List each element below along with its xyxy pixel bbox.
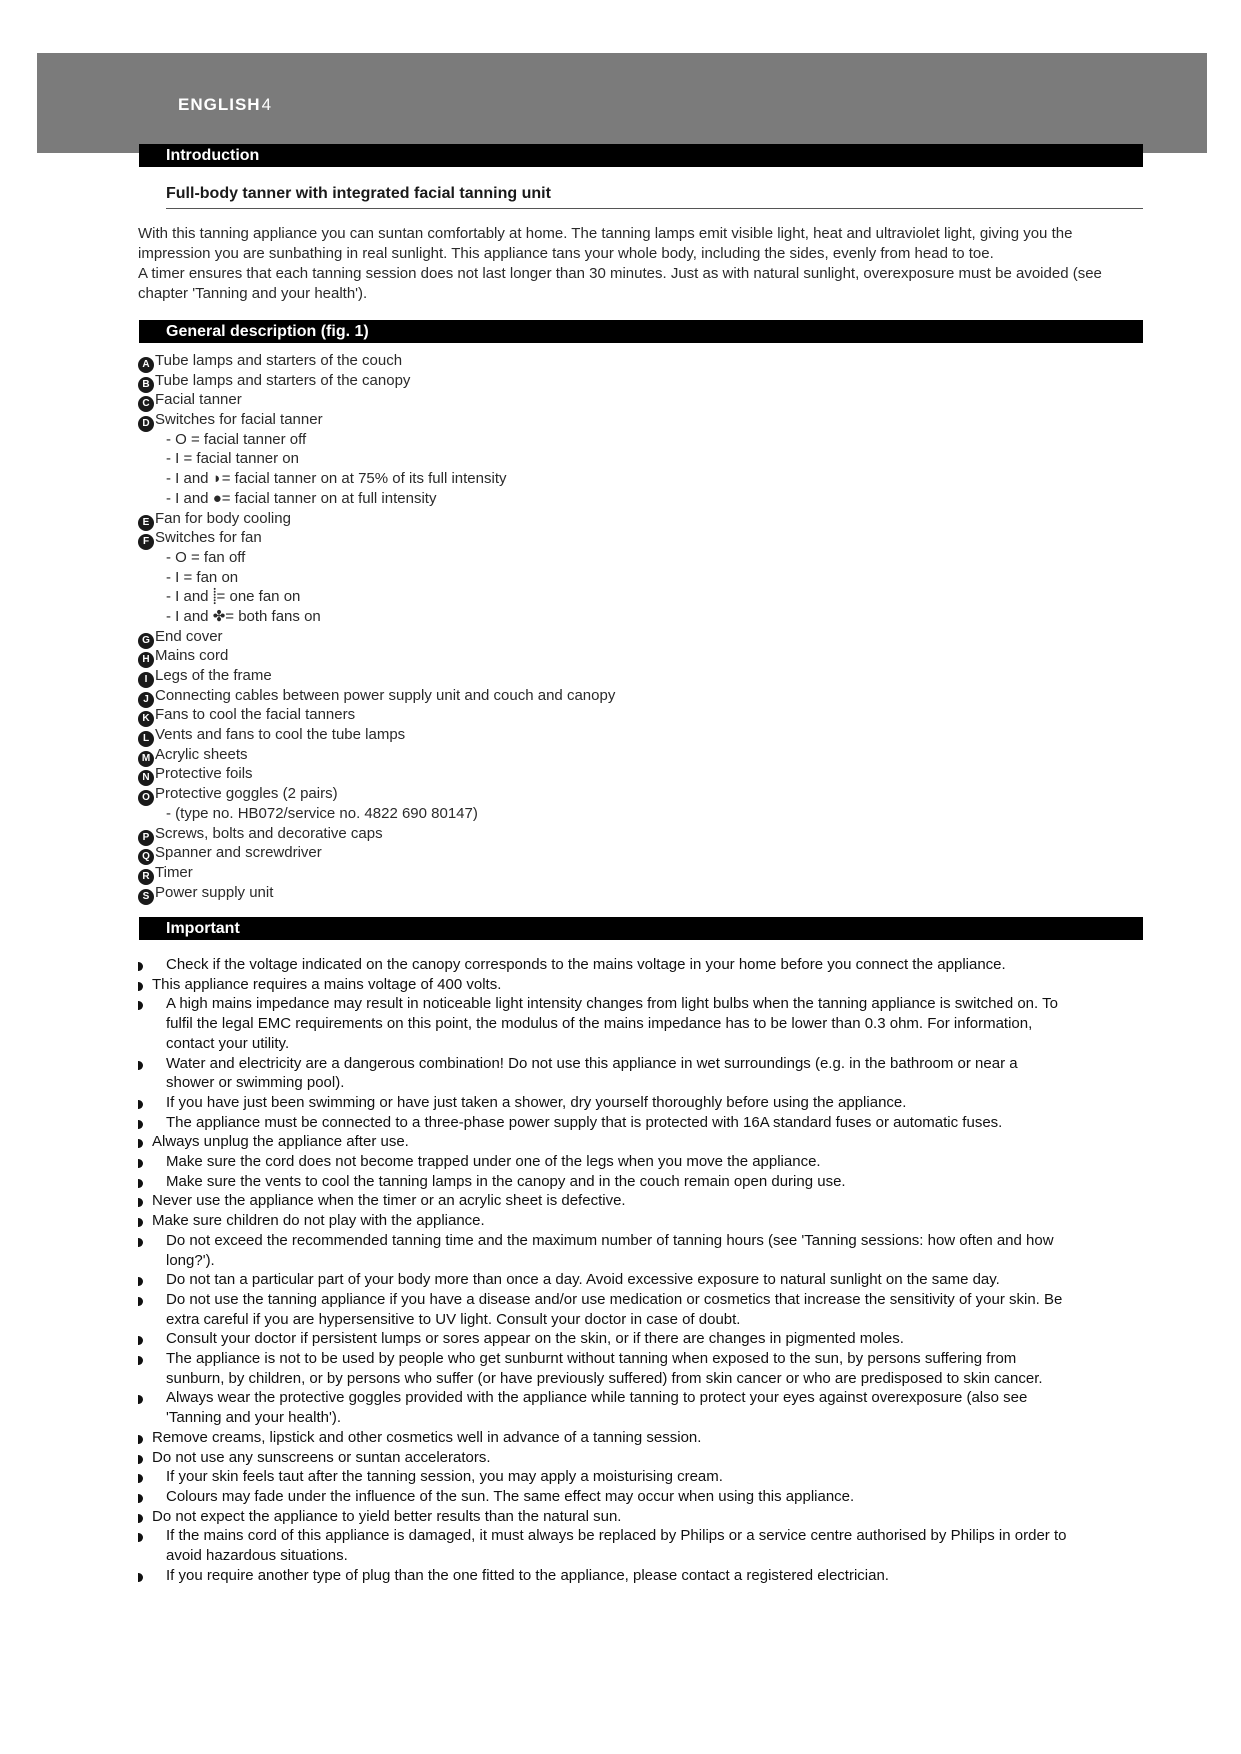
legend-item	[138, 509, 1138, 529]
legend-text: - I and ✤= both fans on	[166, 607, 321, 625]
legend-item	[138, 764, 1138, 784]
bullet-item	[136, 1152, 1143, 1172]
legend-badge: H	[138, 652, 154, 668]
legend-text: - I and ◗= facial tanner on at 75% of its full intensity	[166, 470, 507, 488]
general-description-heading: General description (fig. 1)	[139, 320, 1143, 343]
legend-text: Mains cord	[155, 647, 229, 665]
legend-badge: C	[138, 396, 154, 412]
bullet-marker-icon	[138, 1336, 143, 1345]
legend-item	[138, 745, 1138, 765]
legend-text: Tube lamps and starters of the canopy	[155, 371, 411, 389]
legend-badge: M	[138, 751, 154, 767]
legend-text: Fan for body cooling	[155, 509, 291, 527]
legend-text: Vents and fans to cool the tube lamps	[155, 726, 406, 744]
bullet-line: Consult your doctor if persistent lumps or sores appear on the skin, or if there are changes in pigmented moles.	[166, 1330, 904, 1348]
legend-item	[138, 489, 1138, 509]
bullet-marker-icon	[138, 1533, 143, 1542]
bullet-item	[136, 1487, 1143, 1507]
legend-item	[138, 627, 1138, 647]
bullet-marker-icon	[138, 1435, 143, 1444]
legend-item	[138, 410, 1138, 430]
legend-item	[138, 863, 1138, 883]
legend-text: Power supply unit	[155, 883, 274, 901]
bullet-line: fulfil the legal EMC requirements on this point, the modulus of the mains impedance has to be lower than 0.3 ohm. For information,	[166, 1015, 1033, 1033]
bullet-item	[136, 1507, 1143, 1527]
bullet-marker-icon	[138, 1455, 143, 1464]
legend-text: - I and ⸽= one fan on	[166, 588, 301, 606]
bullet-marker-icon	[138, 1277, 143, 1286]
bullet-line: Water and electricity are a dangerous combination! Do not use this appliance in wet surroundings (e.g. in the bathroom or near a	[166, 1054, 1018, 1072]
bullet-item	[136, 1113, 1143, 1133]
bullet-line: Always unplug the appliance after use.	[152, 1133, 409, 1151]
legend-badge: F	[138, 534, 154, 550]
bullet-marker-icon	[138, 1474, 143, 1483]
bullet-marker-icon	[138, 1159, 143, 1168]
bullet-item	[136, 1428, 1143, 1448]
legend-item	[138, 607, 1138, 627]
legend-item	[138, 587, 1138, 607]
bullet-marker-icon	[138, 1356, 143, 1365]
bullet-item	[136, 1526, 1143, 1565]
legend-item	[138, 469, 1138, 489]
bullet-item	[136, 1290, 1143, 1329]
bullet-item	[136, 1211, 1143, 1231]
intro-text	[138, 224, 1143, 304]
bullet-line: The appliance must be connected to a three-phase power supply that is protected with 16A standard fuses or automatic fuses.	[166, 1113, 1003, 1131]
bullet-marker-icon	[138, 1179, 143, 1188]
important-list	[136, 955, 1143, 1586]
bullet-marker-icon	[138, 1120, 143, 1129]
bullet-item	[136, 1270, 1143, 1290]
legend-badge: P	[138, 830, 154, 846]
important-heading: Important	[139, 917, 1143, 940]
bullet-marker-icon	[138, 1494, 143, 1503]
intro-paragraph: With this tanning appliance you can suntan comfortably at home. The tanning lamps emit visible light, heat and ultraviolet light, giving you the impression you are sunbathing in real sunlight. This appliance tans your whole body, including the sides, evenly from head to toe.	[138, 225, 1073, 262]
legend-item	[138, 666, 1138, 686]
bullet-marker-icon	[138, 1100, 143, 1109]
legend-text: Screws, bolts and decorative caps	[155, 824, 383, 842]
legend-text: Facial tanner	[155, 391, 242, 409]
intro-subtitle: Full-body tanner with integrated facial tanning unit	[166, 185, 551, 202]
bullet-item	[136, 1191, 1143, 1211]
bullet-marker-icon	[138, 1198, 143, 1207]
bullet-line: Check if the voltage indicated on the canopy corresponds to the mains voltage in your home before you connect the appliance.	[166, 956, 1006, 973]
bullet-item	[136, 1054, 1143, 1093]
bullet-line: Do not exceed the recommended tanning time and the maximum number of tanning hours (see 'Tanning sessions: how often and how	[166, 1231, 1054, 1249]
bullet-line: Do not use the tanning appliance if you have a disease and/or use medication or cosmetics that increase the sensitivity of your skin. Be	[166, 1290, 1063, 1308]
language-name: ENGLISH	[178, 95, 261, 114]
bullet-marker-icon	[138, 1218, 143, 1227]
legend-item	[138, 843, 1138, 863]
bullet-item	[136, 1566, 1143, 1586]
bullet-item	[136, 1329, 1143, 1349]
bullet-marker-icon	[138, 1514, 143, 1523]
bullet-line: contact your utility.	[166, 1034, 290, 1052]
legend-badge: J	[138, 692, 154, 708]
bullet-item	[136, 955, 1143, 975]
legend-item	[138, 804, 1138, 824]
legend-text: Protective goggles (2 pairs)	[155, 785, 338, 803]
legend-badge: K	[138, 711, 154, 727]
subtitle-rule	[166, 208, 1143, 209]
legend-text: Spanner and screwdriver	[155, 844, 322, 862]
legend-text: Protective foils	[155, 765, 253, 783]
legend-item	[138, 646, 1138, 666]
bullet-line: Make sure the vents to cool the tanning lamps in the canopy and in the couch remain open during use.	[166, 1172, 846, 1190]
legend-text: End cover	[155, 627, 223, 645]
legend-badge: D	[138, 416, 154, 432]
legend-badge: R	[138, 869, 154, 885]
bullet-item	[136, 1172, 1143, 1192]
bullet-line: Do not tan a particular part of your body more than once a day. Avoid excessive exposure to natural sunlight on the same day.	[166, 1271, 1000, 1289]
legend-item	[138, 528, 1138, 548]
bullet-line: Make sure the cord does not become trapped under one of the legs when you move the appliance.	[166, 1153, 821, 1171]
page-number: 4	[261, 95, 272, 114]
legend-badge: B	[138, 377, 154, 393]
bullet-item	[136, 1349, 1143, 1388]
intro-paragraph: A timer ensures that each tanning session does not last longer than 30 minutes. Just as with natural sunlight, overexposure must be avoided (see chapter 'Tanning and your health').	[138, 265, 1102, 302]
bullet-line: Remove creams, lipstick and other cosmetics well in advance of a tanning session.	[152, 1428, 702, 1446]
bullet-line: Do not expect the appliance to yield better results than the natural sun.	[152, 1507, 622, 1525]
bullet-item	[136, 1467, 1143, 1487]
bullet-line: Do not use any sunscreens or suntan accelerators.	[152, 1448, 491, 1466]
bullet-line: If you have just been swimming or have just taken a shower, dry yourself thoroughly before using the appliance.	[166, 1093, 907, 1111]
bullet-marker-icon	[138, 962, 143, 971]
legend-item	[138, 449, 1138, 469]
legend-badge: E	[138, 515, 154, 531]
legend-badge: O	[138, 790, 154, 806]
legend-item	[138, 351, 1138, 371]
bullet-line: If your skin feels taut after the tanning session, you may apply a moisturising cream.	[166, 1468, 723, 1486]
legend-item	[138, 824, 1138, 844]
legend-text: - I = fan on	[166, 568, 239, 586]
parts-legend	[138, 351, 1138, 902]
legend-badge: G	[138, 633, 154, 649]
bullet-line: The appliance is not to be used by people who get sunburnt without tanning when exposed to the sun, by persons suffering from	[166, 1350, 1017, 1368]
legend-text: Legs of the frame	[155, 667, 272, 684]
bullet-marker-icon	[138, 1139, 143, 1148]
bullet-item	[136, 994, 1143, 1053]
legend-item	[138, 430, 1138, 450]
legend-item	[138, 371, 1138, 391]
legend-text: - O = facial tanner off	[166, 430, 307, 448]
bullet-marker-icon	[138, 982, 143, 991]
bullet-marker-icon	[138, 1297, 143, 1306]
bullet-line: If you require another type of plug than the one fitted to the appliance, please contact a registered electrician.	[166, 1566, 889, 1584]
bullet-marker-icon	[138, 1238, 143, 1247]
bullet-item	[136, 1388, 1143, 1427]
legend-badge: S	[138, 889, 154, 905]
legend-item	[138, 568, 1138, 588]
legend-text: Timer	[155, 863, 193, 881]
bullet-line: This appliance requires a mains voltage of 400 volts.	[152, 975, 502, 993]
bullet-line: A high mains impedance may result in noticeable light intensity changes from light bulbs when the tanning appliance is switched on. To	[166, 995, 1058, 1013]
legend-item	[138, 705, 1138, 725]
legend-text: - I = facial tanner on	[166, 450, 299, 468]
legend-text: Switches for fan	[155, 529, 262, 547]
legend-badge: I	[138, 672, 154, 688]
legend-item	[138, 390, 1138, 410]
bullet-line: Always wear the protective goggles provided with the appliance while tanning to protect your eyes against overexposure (also see	[166, 1389, 1028, 1407]
bullet-item	[136, 1231, 1143, 1270]
introduction-heading: Introduction	[139, 144, 1143, 167]
legend-badge: L	[138, 731, 154, 747]
bullet-marker-icon	[138, 1061, 143, 1070]
bullet-marker-icon	[138, 1573, 143, 1582]
legend-text: Fans to cool the facial tanners	[155, 706, 356, 724]
legend-badge: A	[138, 357, 154, 373]
legend-item	[138, 548, 1138, 568]
legend-badge: N	[138, 770, 154, 786]
legend-item	[138, 725, 1138, 745]
bullet-line: sunburn, by children, or by persons who suffer (or have previously suffered) from skin cancer or who are predisposed to skin cancer.	[166, 1369, 1043, 1387]
legend-badge: Q	[138, 849, 154, 865]
legend-text: - I and ●= facial tanner on at full intensity	[166, 489, 437, 507]
bullet-item	[136, 1093, 1143, 1113]
bullet-line: Never use the appliance when the timer or an acrylic sheet is defective.	[152, 1192, 626, 1210]
legend-text: Acrylic sheets	[155, 745, 248, 763]
legend-item	[138, 784, 1138, 804]
bullet-line: Make sure children do not play with the appliance.	[152, 1212, 485, 1230]
bullet-line: If the mains cord of this appliance is damaged, it must always be replaced by Philips or a service centre authorised by Philips in order to	[166, 1527, 1067, 1545]
legend-text: Switches for facial tanner	[155, 411, 323, 429]
legend-text: - (type no. HB072/service no. 4822 690 80147)	[166, 804, 478, 822]
bullet-line: 'Tanning and your health').	[166, 1409, 342, 1427]
bullet-line: extra careful if you are hypersensitive to UV light. Consult your doctor in case of doubt.	[166, 1310, 741, 1328]
bullet-marker-icon	[138, 1001, 143, 1010]
legend-item	[138, 883, 1138, 903]
bullet-marker-icon	[138, 1395, 143, 1404]
bullet-line: long?').	[166, 1251, 215, 1269]
legend-text: - O = fan off	[166, 548, 246, 566]
bullet-item	[136, 975, 1143, 995]
language-label	[178, 95, 271, 115]
legend-item	[138, 686, 1138, 706]
bullet-item	[136, 1132, 1143, 1152]
legend-text: Connecting cables between power supply unit and couch and canopy	[155, 686, 616, 704]
bullet-line: shower or swimming pool).	[166, 1074, 345, 1092]
bullet-line: avoid hazardous situations.	[166, 1547, 348, 1565]
legend-text: Tube lamps and starters of the couch	[155, 352, 403, 369]
bullet-item	[136, 1448, 1143, 1468]
bullet-line: Colours may fade under the influence of the sun. The same effect may occur when using this appliance.	[166, 1487, 855, 1505]
